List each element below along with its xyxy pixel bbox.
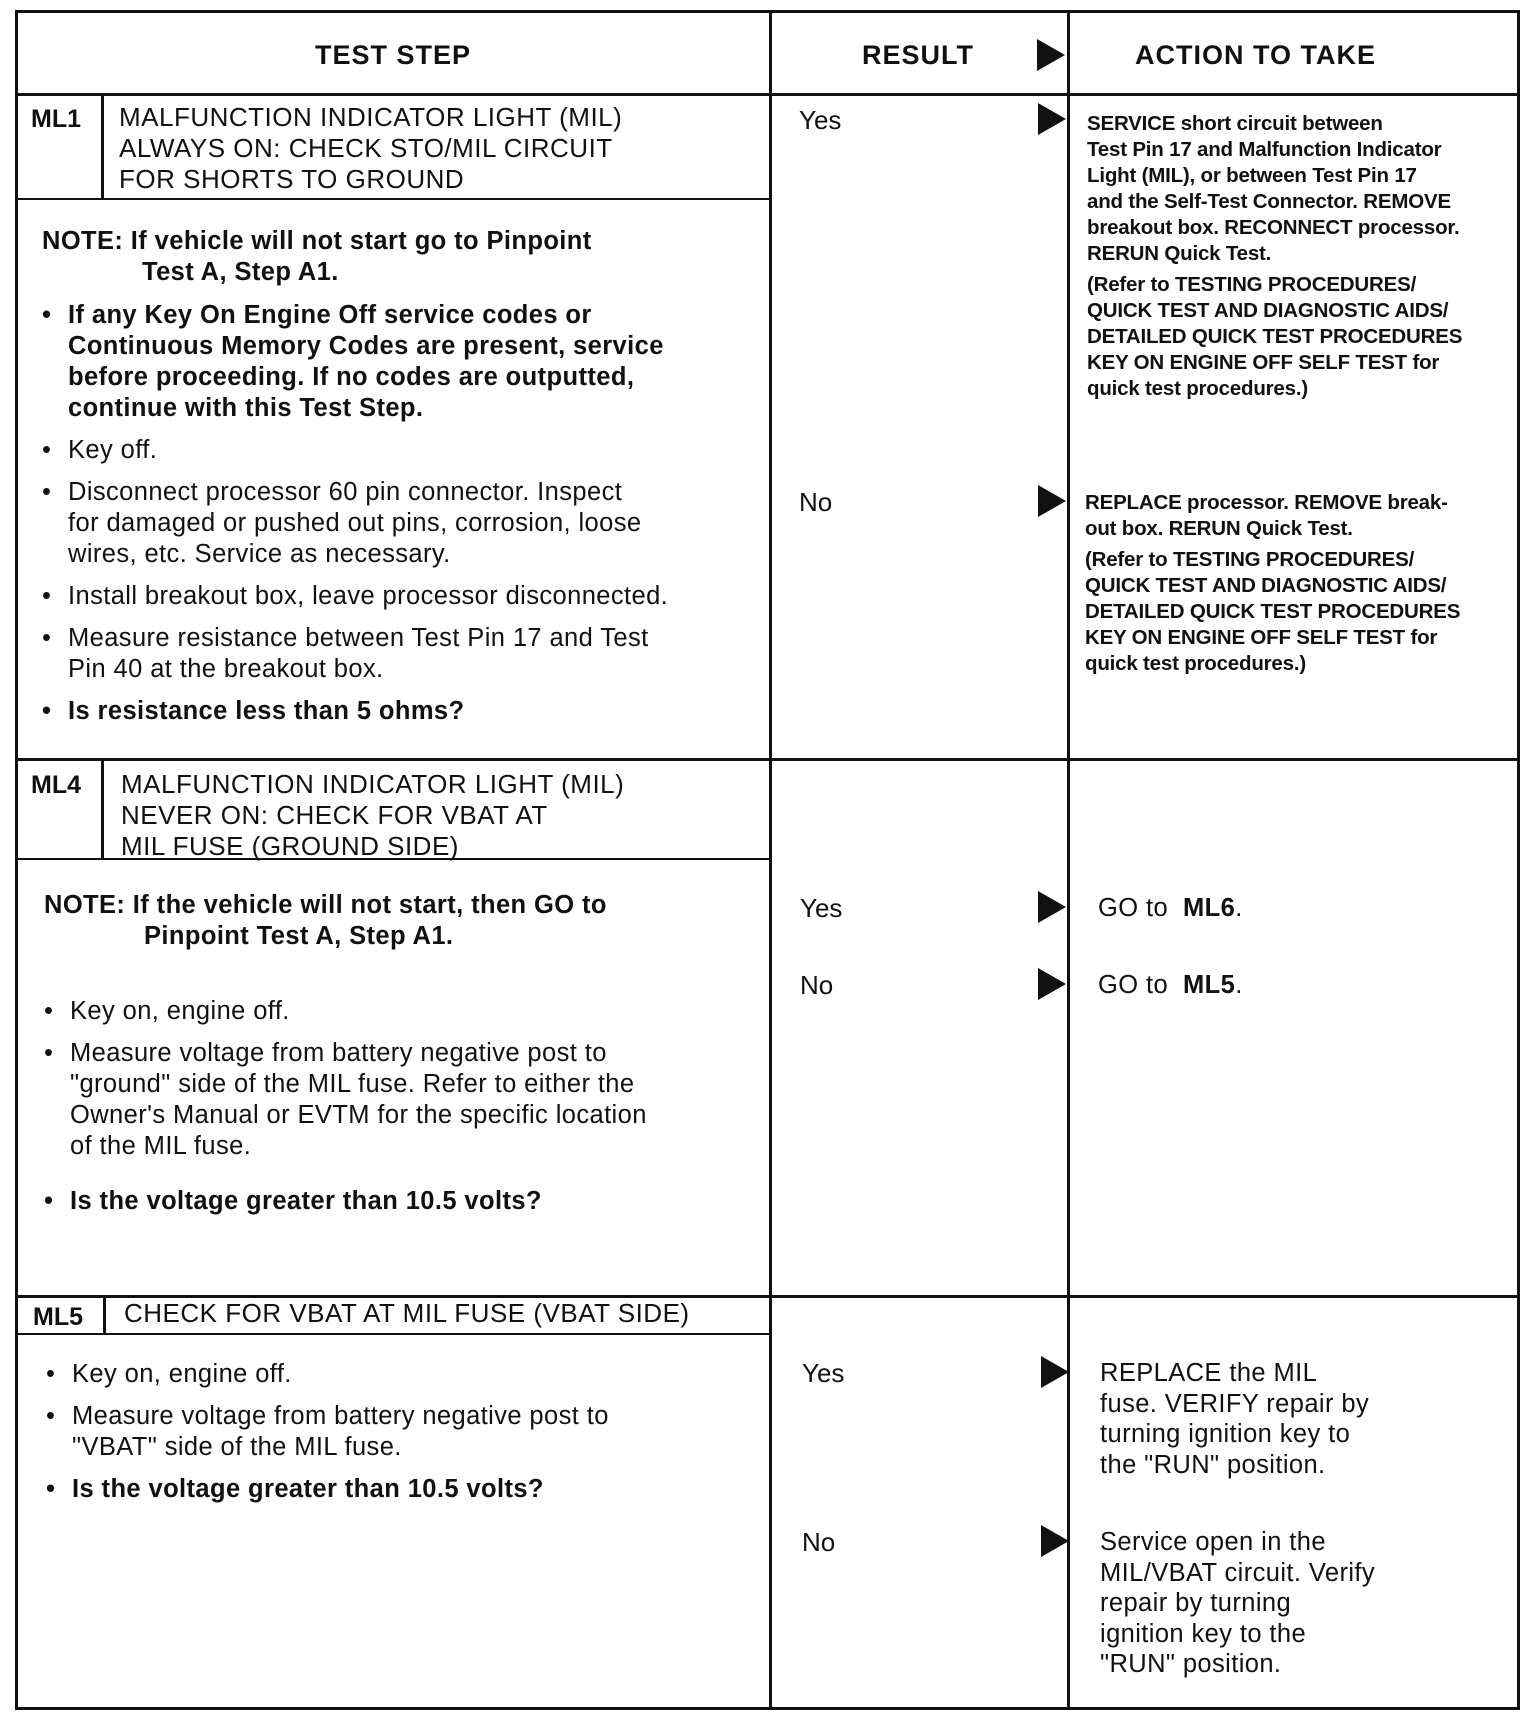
header-result: RESULT xyxy=(862,40,974,70)
ml4-action-yes: GO to ML6. xyxy=(1098,894,1243,922)
header-arrow-icon xyxy=(1037,39,1065,71)
list-item: • Key on, engine off. xyxy=(44,996,647,1027)
result-arrow-icon xyxy=(1038,103,1066,135)
result-arrow-icon xyxy=(1038,968,1066,1000)
list-item: • Measure resistance between Test Pin 17 and Test Pin 40 at the breakout box. xyxy=(42,623,668,685)
list-item: • Measure voltage from battery negative post to "VBAT" side of the MIL fuse. xyxy=(46,1401,609,1463)
ml1-action-no: REPLACE processor. REMOVE break- out box. RERUN Quick Test. (Refer to TESTING PROCEDURES/ QUICK TEST AND DIAGNOSTIC AIDS/ DETAILED QUICK TEST PROCEDURES KEY ON ENGINE OFF SELF TEST for quick test procedures.) xyxy=(1085,491,1461,675)
row-divider xyxy=(18,758,1517,761)
ml1-result-yes: Yes xyxy=(799,105,842,135)
ml5-result-yes: Yes xyxy=(802,1358,845,1388)
ml4-action-no: GO to ML5. xyxy=(1098,971,1243,999)
list-item: • Is resistance less than 5 ohms? xyxy=(42,696,668,727)
ml1-result-no: No xyxy=(799,487,833,517)
column-divider-result xyxy=(769,13,772,1707)
ml1-title-line: ALWAYS ON: CHECK STO/MIL CIRCUIT xyxy=(119,133,613,163)
header-action: ACTION TO TAKE xyxy=(1135,40,1376,70)
ml1-title-line: MALFUNCTION INDICATOR LIGHT (MIL) xyxy=(119,102,623,132)
ml1-bullets xyxy=(42,300,668,727)
header-divider xyxy=(18,93,1517,96)
ml1-title-divider xyxy=(18,198,769,200)
ml5-action-no: Service open in the MIL/VBAT circuit. Verify repair by turning ignition key to the "RUN" position. xyxy=(1100,1528,1376,1678)
ml1-id-divider xyxy=(101,93,104,199)
ml4-id-divider xyxy=(101,758,104,858)
ml4-note: NOTE: If the vehicle will not start, then GO to xyxy=(44,891,607,919)
ml4-step-id: ML4 xyxy=(31,771,81,799)
list-item: • Measure voltage from battery negative post to "ground" side of the MIL fuse. Refer to either the Owner's Manual or EVTM for the specific location of the MIL fuse. xyxy=(44,1038,647,1162)
ml5-title-line: CHECK FOR VBAT AT MIL FUSE (VBAT SIDE) xyxy=(124,1298,690,1328)
list-item: • Key on, engine off. xyxy=(46,1359,609,1390)
ml5-bullets xyxy=(46,1359,609,1505)
column-divider-action xyxy=(1067,13,1070,1707)
ml1-action-yes: SERVICE short circuit between Test Pin 17 and Malfunction Indicator Light (MIL), or between Test Pin 17 and the Self-Test Connector. REMOVE breakout box. RECONNECT processor. RERUN Quick Test. (Refer to TESTING PROCEDURES/ QUICK TEST AND DIAGNOSTIC AIDS/ DETAILED QUICK TEST PROCEDURES KEY ON ENGINE OFF SELF TEST for quick test procedures.) xyxy=(1087,112,1463,400)
list-item: • Key off. xyxy=(42,435,668,466)
ml4-title-line: MIL FUSE (GROUND SIDE) xyxy=(121,831,459,861)
list-item: • Is the voltage greater than 10.5 volts? xyxy=(44,1186,647,1217)
ml1-step-id: ML1 xyxy=(31,105,81,133)
ml5-result-no: No xyxy=(802,1527,836,1557)
list-item: • Install breakout box, leave processor disconnected. xyxy=(42,581,668,612)
diagnostic-table xyxy=(15,10,1520,1710)
ml1-title-line: FOR SHORTS TO GROUND xyxy=(119,164,465,194)
result-arrow-icon xyxy=(1041,1356,1069,1388)
result-arrow-icon xyxy=(1041,1525,1069,1557)
ml4-bullets xyxy=(44,996,647,1217)
ml4-title-line: MALFUNCTION INDICATOR LIGHT (MIL) xyxy=(121,769,625,799)
ml1-note: NOTE: If vehicle will not start go to Pinpoint xyxy=(42,227,592,255)
ml5-id-divider xyxy=(103,1295,106,1333)
ml4-result-no: No xyxy=(800,970,834,1000)
list-item: • If any Key On Engine Off service codes or Continuous Memory Codes are present, service before proceeding. If no codes are outputted, continue with this Test Step. xyxy=(42,300,668,424)
list-item: • Disconnect processor 60 pin connector. Inspect for damaged or pushed out pins, corrosion, loose wires, etc. Service as necessary. xyxy=(42,477,668,570)
list-item: • Is the voltage greater than 10.5 volts? xyxy=(46,1474,609,1505)
ml4-title-line: NEVER ON: CHECK FOR VBAT AT xyxy=(121,800,548,830)
ml5-action-yes: REPLACE the MIL fuse. VERIFY repair by turning ignition key to the "RUN" position. xyxy=(1100,1359,1370,1479)
result-arrow-icon xyxy=(1038,485,1066,517)
ml5-title-divider xyxy=(18,1333,769,1335)
ml4-result-yes: Yes xyxy=(800,893,843,923)
header-test-step: TEST STEP xyxy=(315,40,472,70)
ml5-step-id: ML5 xyxy=(33,1303,83,1331)
ml4-note: Pinpoint Test A, Step A1. xyxy=(144,922,454,950)
result-arrow-icon xyxy=(1038,891,1066,923)
ml1-note: Test A, Step A1. xyxy=(142,258,339,286)
